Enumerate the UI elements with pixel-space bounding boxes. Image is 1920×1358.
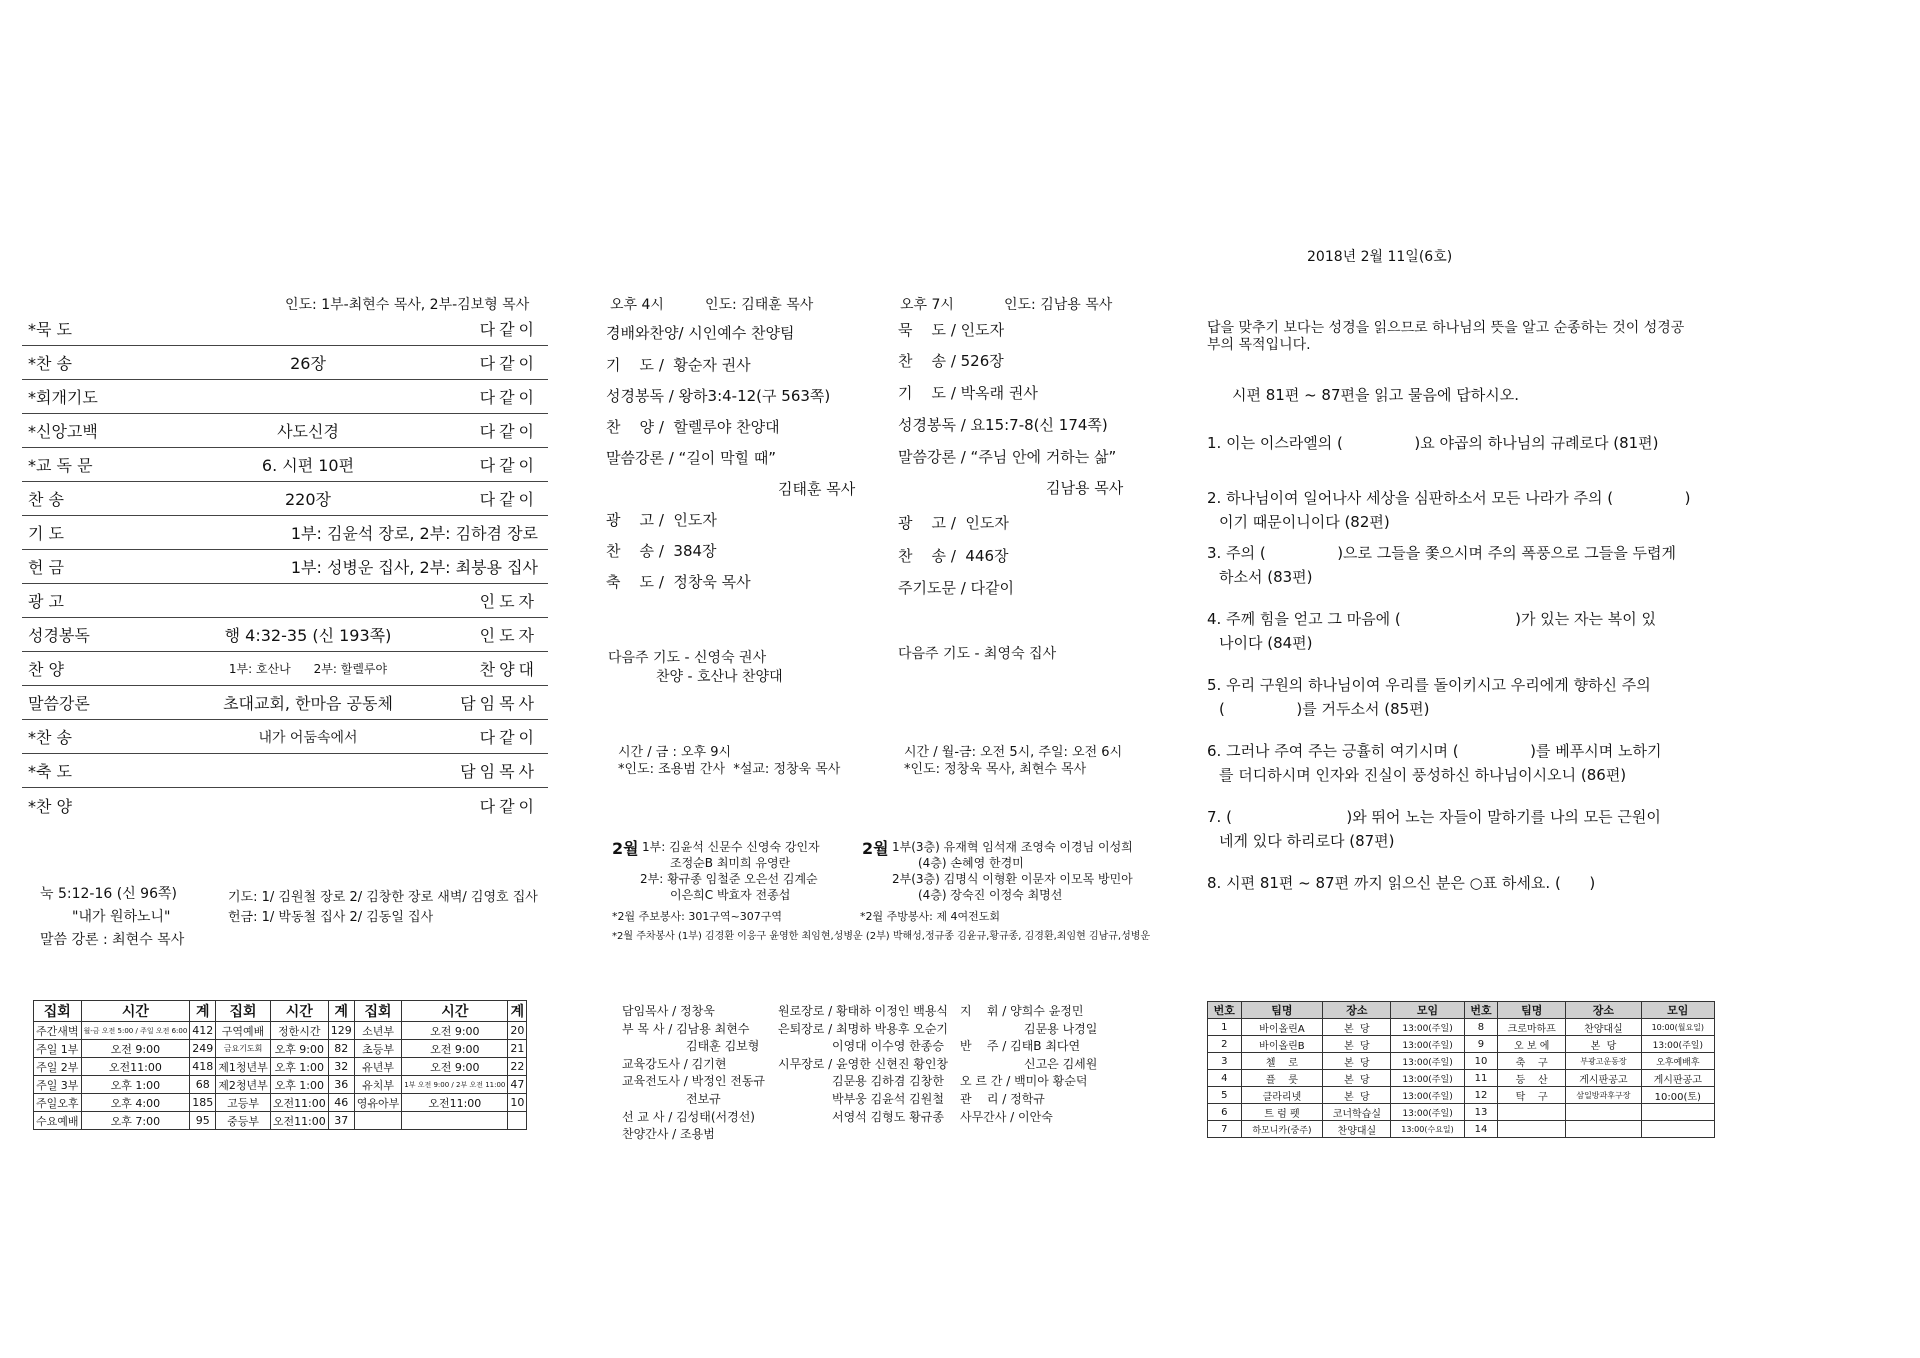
table-cell: 5 [1208,1087,1242,1104]
table-cell: 본 당 [1323,1019,1391,1036]
order-item: *축 도 [28,762,72,781]
staff-line: 이영대 이수영 한종승 [832,1039,944,1054]
table-cell: 13:00(주일) [1391,1036,1464,1053]
table-cell: 초등부 [354,1040,402,1058]
team-line: 1부(3층) 유재혁 임석재 조영숙 이경님 이성희 [892,840,1133,854]
teams-table [1207,1001,1715,1138]
order-by: 다같이 [479,320,538,339]
table-cell: 13:00(주일) [1641,1036,1714,1053]
table-cell: 본 당 [1323,1087,1391,1104]
order-item: 찬 양 [28,660,64,679]
order-content: 행 4:32-35 (신 193쪽) [224,626,392,645]
table-cell: 월-금 오전 5:00 / 주일 오전 6:00 [81,1022,190,1040]
order-by: 다같이 [479,456,538,475]
table-cell: 오후 4:00 [81,1094,190,1112]
staff-col-2 [778,1003,948,1126]
table-cell [402,1112,508,1130]
col-header: 번호 [1208,1002,1242,1019]
table-cell: 제2청년부 [216,1076,271,1094]
table-cell: 10 [1464,1053,1498,1070]
staff-line: 관 리 / 정학규 [960,1091,1045,1106]
order-item: *찬 송 [28,728,72,747]
table-cell: 오 보 에 [1498,1036,1566,1053]
table-cell: 삼일방과후구장 [1566,1087,1641,1104]
evening-leader: 인도: 김남용 목사 [1004,297,1113,313]
order-by: 인도자 [479,626,538,645]
evening-line: 묵 도 / 인도자 [898,321,1005,339]
table-cell: 트 럼 펫 [1241,1104,1323,1121]
table-cell: 1부 오전 9:00 / 2부 오전 11:00 [402,1076,508,1094]
order-content: 1부: 김윤석 장로, 2부: 김하겸 장로 [290,524,538,543]
table-cell: 46 [328,1094,354,1112]
table-cell: 수요예배 [34,1112,82,1130]
table-cell: 오후 9:00 [270,1040,328,1058]
afternoon-line: 성경봉독 / 왕하3:4-12(구 563쪽) [606,387,831,405]
dawn-time: 시간 / 월-금: 오전 5시, 주일: 오전 6시 [904,745,1123,760]
team-line: (4층) 장숙진 이정숙 최명선 [918,888,1063,902]
table-cell [1498,1121,1566,1138]
col-header: 계 [508,1001,527,1022]
afternoon-next-praise: 찬양 - 호산나 찬양대 [656,669,783,685]
staff-line: 교육전도사 / 박정인 전동규 [622,1074,765,1089]
table-cell: 주일 1부 [34,1040,82,1058]
afternoon-line: 말씀강론 / “길이 막힐 때” [606,449,777,467]
staff-line: 신고은 김세원 [1024,1056,1098,1071]
afternoon-leader: 인도: 김태훈 목사 [705,297,814,313]
table-row [1208,1121,1715,1138]
staff-col-3 [960,1003,1097,1126]
morning-leader: 인도: 1부-최현수 목사, 2부-김보형 목사 [285,297,530,313]
staff-line: 김태훈 김보형 [686,1039,760,1054]
table-cell: 플 룻 [1241,1070,1323,1087]
order-row [22,414,548,448]
table-cell: 코너학습실 [1323,1104,1391,1121]
table-cell: 정한시간 [270,1022,328,1040]
table-cell [1641,1104,1714,1121]
order-by: 담임목사 [460,762,538,781]
col-header: 집회 [34,1001,82,1022]
table-cell: 하모니카(중주) [1241,1121,1323,1138]
table-cell: 주일 3부 [34,1076,82,1094]
order-item: *찬 송 [28,354,72,373]
team-month-1: 2월 [612,839,639,858]
table-cell: 오전 9:00 [402,1058,508,1076]
bulletin-date: 2018년 2월 11일(6호) [1307,249,1453,265]
table-cell [1566,1104,1641,1121]
table-cell: 찬양대실 [1323,1121,1391,1138]
study-question: 6. 그러나 주여 주는 긍휼히 여기시며 ( )를 베푸시며 노하기 를 더디하시며 인자와 진실이 풍성하신 하나님이시오니 (86편) [1207,742,1662,784]
table-row [1208,1087,1715,1104]
staff-line: 지 휘 / 양희수 윤정민 [960,1004,1084,1018]
staff-line: 교육강도사 / 김기현 [622,1056,727,1071]
table-cell: 탁 구 [1498,1087,1566,1104]
order-item: *교 독 문 [28,456,93,475]
order-content: 사도신경 [277,422,339,441]
table-row [34,1058,527,1076]
col-header: 계 [328,1001,354,1022]
order-row [22,482,548,516]
col-header: 모임 [1391,1002,1464,1019]
table-cell: 축 구 [1498,1053,1566,1070]
staff-line: 찬양간사 / 조용범 [622,1127,715,1142]
col-header: 팀명 [1241,1002,1323,1019]
study-question-list [1207,432,1707,893]
table-cell: 부광고운동장 [1566,1053,1641,1070]
table-cell: 36 [328,1076,354,1094]
evening-line: 찬 송 / 526장 [898,352,1004,370]
table-cell: 10:00(월요일) [1641,1019,1714,1036]
table-row [1208,1019,1715,1036]
table-cell: 본 당 [1566,1036,1641,1053]
evening-line: 말씀강론 / “주님 안에 거하는 삶” [898,448,1117,466]
table-cell: 고등부 [216,1094,271,1112]
table-cell: 13 [1464,1104,1498,1121]
evening-line: 광 고 / 인도자 [898,514,1009,532]
parking-service: *2월 주차봉사 (1부) 김경환 이응구 윤영한 최임현,성병운 (2부) 박해성,정규종 김윤규,황규종, 김경환,최임현 김남규,성병운 [612,931,1151,942]
table-row [1208,1104,1715,1121]
dawn-leader: *인도: 정창욱 목사, 최현수 목사 [904,762,1087,777]
evening-line: 주기도문 / 다같이 [898,579,1015,597]
table-cell: 4 [1208,1070,1242,1087]
table-cell: 찬양대실 [1566,1019,1641,1036]
team-line: (4층) 손혜영 한경미 [918,856,1024,870]
order-row [22,618,548,652]
table-cell: 클라리넷 [1241,1087,1323,1104]
table-cell: 오후 1:00 [270,1076,328,1094]
team-line: 1부: 김윤석 신문수 신영숙 강인자 [642,840,820,854]
evening-preacher: 김남용 목사 [1046,479,1124,497]
table-cell: 47 [508,1076,527,1094]
table-cell: 제1청년부 [216,1058,271,1076]
table-cell: 오전11:00 [402,1094,508,1112]
table-cell: 본 당 [1323,1070,1391,1087]
staff-line: 원로장로 / 황태하 이정인 백용식 [778,1004,948,1018]
team-line: 조정순B 최미희 유영란 [670,856,791,870]
table-cell: 7 [1208,1121,1242,1138]
evening-line: 기 도 / 박옥래 권사 [898,384,1038,402]
table-cell: 10 [508,1094,527,1112]
order-row [22,788,548,822]
table-cell: 185 [190,1094,216,1112]
order-item: 성경봉독 [28,626,90,645]
table-cell: 게시판공고 [1641,1070,1714,1087]
table-cell: 금요기도회 [216,1040,271,1058]
table-cell: 소년부 [354,1022,402,1040]
order-content: 내가 어둠속에서 [258,729,358,746]
dawn-offering: 헌금: 1/ 박동철 집사 2/ 김동일 집사 [228,910,434,925]
table-cell: 13:00(주일) [1391,1053,1464,1070]
table-row [34,1076,527,1094]
table-cell: 3 [1208,1053,1242,1070]
attendance-table [33,1000,527,1130]
col-header: 계 [190,1001,216,1022]
order-row [22,686,548,720]
table-row [34,1040,527,1058]
study-question: 7. ( )와 뛰어 노는 자들이 말하기를 나의 모든 근원이 네게 있다 하리로다 (87편) [1207,808,1661,850]
staff-line: 김문용 나경일 [1024,1021,1098,1036]
dawn-preacher: 말씀 강론 : 최현수 목사 [40,932,185,948]
table-row [1208,1070,1715,1087]
table-cell: 유치부 [354,1076,402,1094]
order-item: *찬 양 [28,796,72,816]
staff-line: 전보규 [686,1091,721,1106]
table-cell: 95 [190,1112,216,1130]
order-item: 말씀강론 [28,694,90,713]
table-row [34,1022,527,1040]
table-cell: 주간새벽 [34,1022,82,1040]
order-row [22,550,548,584]
table-cell: 오전11:00 [81,1058,190,1076]
afternoon-line: 기 도 / 황순자 권사 [606,356,751,374]
staff-line: 사무간사 / 이안숙 [960,1109,1053,1124]
table-cell: 13:00(주일) [1391,1070,1464,1087]
col-header: 시간 [402,1001,508,1022]
staff-line: 박부웅 김윤석 김원철 [832,1091,944,1106]
table-cell: 13:00(수요일) [1391,1121,1464,1138]
table-row [34,1094,527,1112]
col-header: 집회 [354,1001,402,1022]
table-cell: 21 [508,1040,527,1058]
staff-line: 부 목 사 / 김남용 최현수 [622,1021,750,1036]
study-intro: 답을 맞추기 보다는 성경을 읽으므로 하나님의 뜻을 알고 순종하는 것이 성경공부의 목적입니다. [1207,320,1685,353]
table-cell: 오전 9:00 [81,1040,190,1058]
order-item: *신앙고백 [28,422,98,441]
order-by: 다같이 [479,490,538,509]
table-cell: 249 [190,1040,216,1058]
table-cell: 바이올린A [1241,1019,1323,1036]
table-cell: 129 [328,1022,354,1040]
evening-next-prayer: 다음주 기도 - 최영숙 집사 [898,646,1057,662]
afternoon-line: 축 도 / 정창욱 목사 [606,573,751,591]
col-header: 번호 [1464,1002,1498,1019]
order-item: 헌 금 [28,558,64,577]
table-cell [1498,1104,1566,1121]
order-of-worship [22,312,548,822]
study-question: 8. 시편 81편 ~ 87편 까지 읽으신 분은 ○표 하세요. ( ) [1207,874,1596,892]
table-cell [1641,1121,1714,1138]
afternoon-preacher: 김태훈 목사 [778,480,856,498]
friday-time: 시간 / 금 : 오후 9시 [618,745,732,760]
table-cell: 오후 1:00 [270,1058,328,1076]
order-item: 광 고 [28,592,64,611]
table-cell: 오후 7:00 [81,1112,190,1130]
table-cell: 9 [1464,1036,1498,1053]
table-cell: 주일 2부 [34,1058,82,1076]
table-row [1208,1036,1715,1053]
order-row [22,720,548,754]
col-header: 시간 [81,1001,190,1022]
study-question: 4. 주께 힘을 얻고 그 마음에 ( )가 있는 자는 복이 있 나이다 (84편) [1207,610,1656,652]
study-question: 3. 주의 ( )으로 그들을 쫓으시며 주의 폭풍으로 그들을 두렵게 하소서 (83편) [1207,544,1676,586]
friday-leader: *인도: 조용범 간사 *설교: 정창욱 목사 [618,762,841,777]
order-content: 1부: 호산나 2부: 할렐루야 [228,662,388,676]
order-by: 찬양대 [479,660,538,679]
table-cell: 오전11:00 [270,1112,328,1130]
dawn-title: "내가 원하노니" [72,909,171,925]
order-item: 기 도 [28,524,64,543]
order-row [22,652,548,686]
col-header: 장소 [1566,1002,1641,1019]
order-by: 인도자 [479,592,538,611]
order-row [22,380,548,414]
staff-line: 반 주 / 김태B 최다연 [960,1039,1081,1054]
table-cell: 유년부 [354,1058,402,1076]
table-cell: 바이올린B [1241,1036,1323,1053]
study-question: 2. 하나님이여 일어나사 세상을 심판하소서 모든 나라가 주의 ( ) 이기 때문이니이다 (82편) [1207,489,1691,531]
staff-col-1 [622,1003,765,1144]
table-cell: 오전 9:00 [402,1022,508,1040]
order-by: 다같이 [479,796,538,816]
evening-line: 찬 송 / 446장 [898,547,1009,565]
dawn-scripture: 눅 5:12-16 (신 96쪽) [40,886,177,902]
order-item: *회개기도 [28,388,98,407]
order-row [22,346,548,380]
table-cell: 37 [328,1112,354,1130]
order-row [22,312,548,346]
staff-line: 김문용 김하겸 김창한 [832,1074,944,1089]
table-cell: 첼 로 [1241,1053,1323,1070]
team-line: 2부: 황규종 임철준 오은선 김계순 [640,872,818,886]
order-by: 다같이 [479,422,538,441]
order-by: 다같이 [479,388,538,407]
col-header: 집회 [216,1001,271,1022]
study-question: 1. 이는 이스라엘의 ( )요 야곱의 하나님의 규례로다 (81편) [1207,434,1659,452]
order-row [22,516,548,550]
study-instruction: 시편 81편 ~ 87편을 읽고 물음에 답하시오. [1232,386,1519,404]
table-cell: 중등부 [216,1112,271,1130]
table-cell: 등 산 [1498,1070,1566,1087]
team-month-2: 2월 [862,839,889,858]
table-cell: 32 [328,1058,354,1076]
staff-line: 시무장로 / 윤영한 신현진 황인창 [778,1056,948,1071]
table-cell [508,1112,527,1130]
table-cell: 11 [1464,1070,1498,1087]
table-cell: 게시판공고 [1566,1070,1641,1087]
staff-line: 오 르 간 / 백미아 황순덕 [960,1074,1088,1089]
table-cell: 6 [1208,1104,1242,1121]
order-row [22,584,548,618]
table-row [34,1112,527,1130]
weekly-service: *2월 주보봉사: 301구역~307구역 [612,910,783,923]
table-cell: 구역예배 [216,1022,271,1040]
table-cell: 82 [328,1040,354,1058]
col-header: 시간 [270,1001,328,1022]
col-header: 장소 [1323,1002,1391,1019]
table-cell: 1 [1208,1019,1242,1036]
table-cell: 크로마하프 [1498,1019,1566,1036]
table-cell: 오후 1:00 [81,1076,190,1094]
team-line: 2부(3층) 김명식 이형환 이문자 이모목 방민아 [892,872,1133,886]
order-by: 다같이 [479,728,538,747]
order-content: 26장 [290,354,326,373]
order-item: 찬 송 [28,490,64,509]
afternoon-time: 오후 4시 [610,297,664,313]
table-cell: 13:00(주일) [1391,1087,1464,1104]
table-cell: 본 당 [1323,1053,1391,1070]
order-content: 1부: 성병운 집사, 2부: 최붕용 집사 [290,558,538,577]
order-by: 담임목사 [460,694,538,713]
evening-time: 오후 7시 [900,297,954,313]
weekly-broadcast: *2월 주방봉사: 제 4여전도회 [860,910,1000,923]
table-cell: 주일오후 [34,1094,82,1112]
table-cell: 오전11:00 [270,1094,328,1112]
table-cell: 영유아부 [354,1094,402,1112]
afternoon-line: 찬 송 / 384장 [606,542,717,560]
col-header: 팀명 [1498,1002,1566,1019]
table-cell: 10:00(토) [1641,1087,1714,1104]
table-cell: 22 [508,1058,527,1076]
evening-line: 성경봉독 / 요15:7-8(신 174쪽) [898,416,1108,434]
staff-line: 서영석 김형도 황규종 [832,1109,944,1124]
afternoon-line: 경배와찬양/ 시인예수 찬양팀 [606,324,795,342]
staff-line: 은퇴장로 / 최명하 박용후 오순기 [778,1021,948,1036]
staff-line: 선 교 사 / 김성태(서경선) [622,1109,755,1124]
order-by: 다같이 [479,354,538,373]
table-cell [1566,1121,1641,1138]
team-line: 이은희C 박효자 전종섭 [670,888,791,902]
table-cell: 8 [1464,1019,1498,1036]
study-question: 5. 우리 구원의 하나님이여 우리를 돌이키시고 우리에게 향하신 주의 ( )를 거두소서 (85편) [1207,676,1651,718]
table-cell: 오전 9:00 [402,1040,508,1058]
afternoon-next-prayer: 다음주 기도 - 신영숙 권사 [608,650,767,666]
order-item: *묵 도 [28,320,72,339]
table-cell: 412 [190,1022,216,1040]
order-row [22,448,548,482]
order-content: 초대교회, 한마음 공동체 [223,694,393,713]
table-cell: 68 [190,1076,216,1094]
table-row [1208,1053,1715,1070]
col-header: 모임 [1641,1002,1714,1019]
table-cell: 오후예배후 [1641,1053,1714,1070]
table-cell [354,1112,402,1130]
afternoon-line: 광 고 / 인도자 [606,511,717,529]
table-cell: 13:00(주일) [1391,1019,1464,1036]
table-cell: 본 당 [1323,1036,1391,1053]
order-content: 220장 [285,490,331,509]
table-cell: 2 [1208,1036,1242,1053]
dawn-prayer: 기도: 1/ 김원철 장로 2/ 김창한 장로 새벽/ 김영호 집사 [228,890,538,905]
order-row [22,754,548,788]
table-cell: 20 [508,1022,527,1040]
order-content: 6. 시편 10편 [261,456,355,475]
table-cell: 418 [190,1058,216,1076]
table-cell: 12 [1464,1087,1498,1104]
afternoon-line: 찬 양 / 할렐루야 찬양대 [606,418,780,436]
table-cell: 13:00(주일) [1391,1104,1464,1121]
staff-line: 담임목사 / 정창욱 [622,1004,715,1018]
table-cell: 14 [1464,1121,1498,1138]
